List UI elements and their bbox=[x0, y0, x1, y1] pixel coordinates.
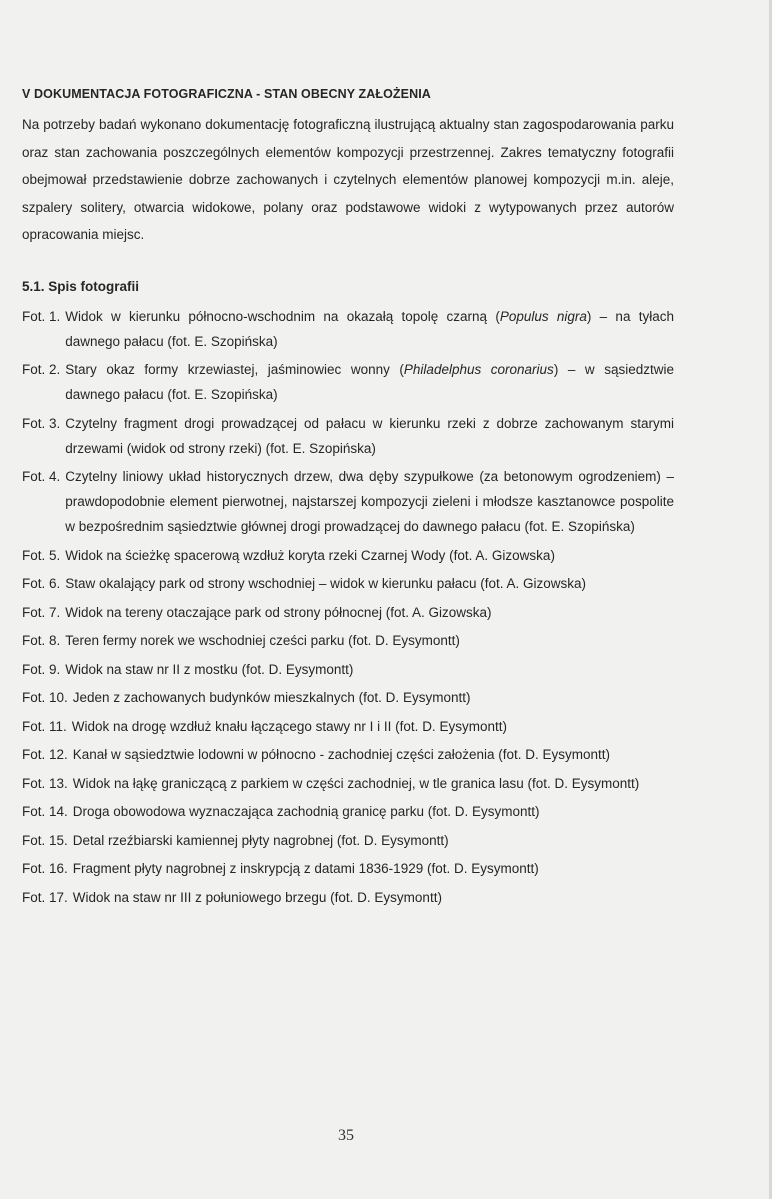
photo-label: Fot. 9. bbox=[22, 661, 61, 677]
page-content bbox=[22, 85, 674, 913]
section-intro-paragraph: Na potrzeby badań wykonano dokumentację fotograficzną ilustrującą aktualny stan zagospodarowania parku oraz stan zachowania poszczególnych elementów kompozycji przestrzennej. Zakres tematyczny fotografii obejmował przedstawienie dobrze zachowanych i czytelnych elementów planowej kompozycji m.in. aleje, szpalery solitery, otwarcia widokowe, polany oraz podstawowe widoki z wytypowanych przez autorów opracowania miejsc. bbox=[22, 117, 674, 242]
photo-label: Fot. 11. bbox=[22, 718, 67, 734]
photo-label: Fot. 1. bbox=[22, 308, 61, 324]
photo-description-text: ) – w sąsiedztwie dawnego pałacu (fot. E. Szopińska) bbox=[65, 362, 674, 402]
photo-description-text: Droga obowodowa wyznaczająca zachodnią granicę parku (fot. D. Eysymontt) bbox=[72, 804, 540, 819]
photo-description bbox=[60, 411, 674, 461]
photo-description bbox=[60, 628, 674, 653]
list-item bbox=[22, 571, 674, 596]
list-item bbox=[22, 856, 674, 881]
photo-description bbox=[60, 464, 674, 539]
list-item bbox=[22, 600, 674, 625]
latin-species-name: Populus nigra bbox=[499, 308, 587, 324]
photo-description-text: Teren fermy norek we wschodniej cześci parku (fot. D. Eysymontt) bbox=[65, 633, 460, 648]
photo-list bbox=[22, 304, 674, 910]
photo-description bbox=[68, 685, 674, 710]
list-item bbox=[22, 357, 674, 407]
photo-label: Fot. 6. bbox=[22, 576, 61, 591]
photo-description bbox=[68, 885, 674, 910]
photo-label: Fot. 3. bbox=[22, 415, 61, 431]
list-item bbox=[22, 828, 674, 853]
photo-label: Fot. 5. bbox=[22, 547, 61, 563]
photo-label: Fot. 16. bbox=[22, 861, 68, 876]
list-item bbox=[22, 628, 674, 653]
photo-description-text: Kanał w sąsiedztwie lodowni w północno - zachodniej części założenia (fot. D. Eysymontt) bbox=[72, 747, 611, 762]
list-item bbox=[22, 885, 674, 910]
list-item bbox=[22, 657, 674, 682]
photo-description-text: Widok na staw nr III z połuniowego brzegu (fot. D. Eysymontt) bbox=[72, 889, 442, 905]
photo-label: Fot. 17. bbox=[22, 889, 68, 905]
photo-label: Fot. 13. bbox=[22, 775, 68, 791]
photo-description-text: Widok na drogę wzdłuż knału łączącego stawy nr I i II (fot. D. Eysymontt) bbox=[71, 718, 507, 734]
photo-label: Fot. 8. bbox=[22, 633, 61, 648]
list-item bbox=[22, 799, 674, 824]
photo-label: Fot. 12. bbox=[22, 747, 68, 762]
page-number: 35 bbox=[338, 1127, 354, 1144]
photo-description-text: Staw okalający park od strony wschodniej – widok w kierunku pałacu (fot. A. Gizowska) bbox=[65, 576, 587, 591]
section-heading: V DOKUMENTACJA FOTOGRAFICZNA - STAN OBECNY ZAŁOŻENIA bbox=[22, 87, 431, 101]
photo-description-text: Widok na łąkę graniczącą z parkiem w części zachodniej, w tle granica lasu (fot. D. Eysymontt) bbox=[72, 775, 640, 791]
photo-label: Fot. 4. bbox=[22, 469, 61, 484]
photo-description-text: Jeden z zachowanych budynków mieszkalnych (fot. D. Eysymontt) bbox=[72, 690, 471, 705]
photo-description bbox=[68, 828, 674, 853]
photo-description-text: Widok w kierunku północno-wschodnim na okazałą topolę czarną ( bbox=[65, 308, 500, 324]
list-item bbox=[22, 304, 674, 354]
photo-description-text: ) – na tyłach dawnego pałacu (fot. E. Szopińska) bbox=[65, 308, 674, 349]
list-item bbox=[22, 411, 674, 461]
photo-label: Fot. 15. bbox=[22, 832, 68, 848]
list-item bbox=[22, 771, 674, 796]
photo-description bbox=[60, 657, 674, 682]
photo-description bbox=[60, 543, 674, 568]
photo-description-text: Detal rzeźbiarski kamiennej płyty nagrobnej (fot. D. Eysymontt) bbox=[72, 832, 449, 848]
photo-description bbox=[60, 304, 674, 354]
photo-description bbox=[68, 771, 674, 796]
photo-description bbox=[68, 742, 674, 767]
photo-description-text: Widok na ścieżkę spacerową wzdłuż koryta rzeki Czarnej Wody (fot. A. Gizowska) bbox=[65, 547, 555, 563]
photo-label: Fot. 10. bbox=[22, 690, 68, 705]
photo-label: Fot. 2. bbox=[22, 362, 61, 377]
photo-description bbox=[60, 600, 674, 625]
photo-description bbox=[60, 357, 674, 407]
photo-description bbox=[68, 856, 674, 881]
latin-species-name: Philadelphus coronarius bbox=[403, 362, 554, 377]
list-item bbox=[22, 543, 674, 568]
photo-description bbox=[60, 571, 674, 596]
list-item bbox=[22, 685, 674, 710]
photo-description-text: Stary okaz formy krzewiastej, jaśminowiec wonny ( bbox=[65, 362, 404, 377]
photo-description-text: Widok na staw nr II z mostku (fot. D. Eysymontt) bbox=[65, 661, 354, 677]
photo-description-text: Widok na tereny otaczające park od strony północnej (fot. A. Gizowska) bbox=[65, 604, 492, 620]
list-item bbox=[22, 742, 674, 767]
photo-label: Fot. 14. bbox=[22, 804, 68, 819]
photo-label: Fot. 7. bbox=[22, 604, 61, 620]
photo-description-text: Fragment płyty nagrobnej z inskrypcją z datami 1836-1929 (fot. D. Eysymontt) bbox=[72, 861, 539, 876]
photo-description-text: Czytelny fragment drogi prowadzącej od pałacu w kierunku rzeki z dobrze zachowanym starymi drzewami (widok od strony rzeki) (fot. E. Szopińska) bbox=[65, 415, 674, 456]
photo-list-heading: 5.1. Spis fotografii bbox=[22, 278, 140, 294]
photo-description bbox=[67, 714, 674, 739]
photo-description-text: Czytelny liniowy układ historycznych drzew, dwa dęby szypułkowe (za betonowym ogrodzeniem) – prawdopodobnie element pierwotnej, najstarszej kompozycji zieleni i młodsze kasztanowce pospolite w bezpośrednim sąsiedztwie głównej drogi prowadzącej do dawnego pałacu (fot. E. Szopińska) bbox=[65, 469, 674, 534]
photo-description bbox=[68, 799, 674, 824]
list-item bbox=[22, 714, 674, 739]
list-item bbox=[22, 464, 674, 539]
